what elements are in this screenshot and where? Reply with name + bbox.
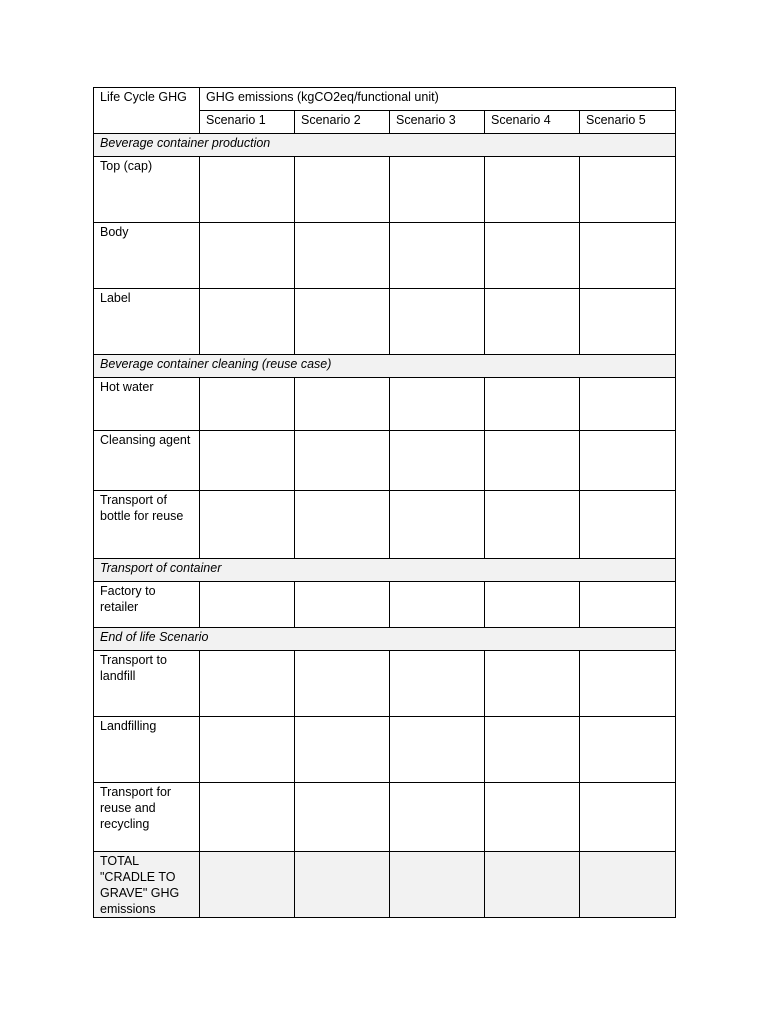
emission-value-cell[interactable]: [390, 852, 485, 918]
emission-value-cell[interactable]: [295, 582, 390, 628]
row-label: Transport to landfill: [94, 651, 200, 717]
emission-value-cell[interactable]: [295, 431, 390, 491]
section-heading: End of life Scenario: [94, 628, 676, 651]
emission-value-cell[interactable]: [295, 223, 390, 289]
emission-value-cell[interactable]: [485, 431, 580, 491]
emission-value-cell[interactable]: [390, 582, 485, 628]
row-label: Transport of bottle for reuse: [94, 491, 200, 559]
table-row: [94, 491, 676, 559]
table-row: [94, 223, 676, 289]
total-row: [94, 852, 676, 918]
corner-label-cell: [94, 88, 200, 134]
emission-value-cell[interactable]: [295, 491, 390, 559]
emission-value-cell[interactable]: [580, 651, 676, 717]
section-row: [94, 628, 676, 651]
emission-value-cell[interactable]: [580, 717, 676, 783]
table-row: [94, 378, 676, 431]
emission-value-cell[interactable]: [580, 223, 676, 289]
table-row: [94, 582, 676, 628]
emission-value-cell[interactable]: [200, 378, 295, 431]
emission-value-cell[interactable]: [295, 378, 390, 431]
emission-value-cell[interactable]: [200, 289, 295, 355]
header-row-top: [94, 88, 676, 111]
emission-value-cell[interactable]: [295, 717, 390, 783]
section-row: [94, 134, 676, 157]
emission-value-cell[interactable]: [390, 223, 485, 289]
emission-value-cell[interactable]: [390, 717, 485, 783]
emission-value-cell[interactable]: [485, 582, 580, 628]
ghg-emissions-table: [93, 87, 676, 918]
row-label: Label: [94, 289, 200, 355]
emission-value-cell[interactable]: [580, 289, 676, 355]
row-label: Body: [94, 223, 200, 289]
emission-value-cell[interactable]: [485, 651, 580, 717]
section-heading: Beverage container cleaning (reuse case): [94, 355, 676, 378]
emission-value-cell[interactable]: [295, 157, 390, 223]
scenario-header-1: [200, 111, 295, 134]
scenario-label: Scenario 1: [206, 113, 266, 127]
emission-value-cell[interactable]: [200, 223, 295, 289]
emission-value-cell[interactable]: [485, 491, 580, 559]
emission-value-cell[interactable]: [295, 651, 390, 717]
emission-value-cell[interactable]: [200, 717, 295, 783]
scenario-label: Scenario 2: [301, 113, 361, 127]
emission-value-cell[interactable]: [390, 157, 485, 223]
emission-value-cell[interactable]: [580, 431, 676, 491]
emission-value-cell[interactable]: [295, 289, 390, 355]
emission-value-cell[interactable]: [485, 378, 580, 431]
emission-value-cell[interactable]: [485, 157, 580, 223]
row-label: Cleansing agent: [94, 431, 200, 491]
table-row: [94, 289, 676, 355]
emission-value-cell[interactable]: [200, 852, 295, 918]
row-label: Transport for reuse and recycling: [94, 783, 200, 852]
table-row: [94, 157, 676, 223]
emission-value-cell[interactable]: [580, 157, 676, 223]
emission-value-cell[interactable]: [200, 582, 295, 628]
scenario-header-4: [485, 111, 580, 134]
row-label: Landfilling: [94, 717, 200, 783]
emission-value-cell[interactable]: [580, 491, 676, 559]
row-label: Factory to retailer: [94, 582, 200, 628]
emission-value-cell[interactable]: [200, 783, 295, 852]
emission-value-cell[interactable]: [485, 852, 580, 918]
scenario-label: Scenario 3: [396, 113, 456, 127]
emissions-header: GHG emissions (kgCO2eq/functional unit): [206, 90, 439, 104]
scenario-header-3: [390, 111, 485, 134]
section-row: [94, 355, 676, 378]
corner-label: Life Cycle GHG: [100, 90, 187, 104]
emission-value-cell[interactable]: [390, 651, 485, 717]
emission-value-cell[interactable]: [390, 378, 485, 431]
scenario-header-2: [295, 111, 390, 134]
total-label: TOTAL "CRADLE TO GRAVE" GHG emissions: [94, 852, 200, 918]
emission-value-cell[interactable]: [390, 783, 485, 852]
section-heading: Transport of container: [94, 559, 676, 582]
emission-value-cell[interactable]: [485, 783, 580, 852]
section-heading: Beverage container production: [94, 134, 676, 157]
table-body: [94, 88, 676, 918]
emission-value-cell[interactable]: [485, 223, 580, 289]
emission-value-cell[interactable]: [200, 491, 295, 559]
scenario-label: Scenario 5: [586, 113, 646, 127]
table-row: [94, 651, 676, 717]
emission-value-cell[interactable]: [200, 431, 295, 491]
emission-value-cell[interactable]: [295, 783, 390, 852]
emission-value-cell[interactable]: [580, 783, 676, 852]
scenario-header-5: [580, 111, 676, 134]
emission-value-cell[interactable]: [390, 431, 485, 491]
emission-value-cell[interactable]: [200, 157, 295, 223]
emission-value-cell[interactable]: [390, 491, 485, 559]
emission-value-cell[interactable]: [485, 289, 580, 355]
emission-value-cell[interactable]: [295, 852, 390, 918]
table-row: [94, 717, 676, 783]
emission-value-cell[interactable]: [580, 378, 676, 431]
row-label: Top (cap): [94, 157, 200, 223]
section-row: [94, 559, 676, 582]
row-label: Hot water: [94, 378, 200, 431]
emission-value-cell[interactable]: [485, 717, 580, 783]
emissions-header-cell: [200, 88, 676, 111]
emission-value-cell[interactable]: [390, 289, 485, 355]
table-row: [94, 783, 676, 852]
emission-value-cell[interactable]: [200, 651, 295, 717]
emission-value-cell[interactable]: [580, 582, 676, 628]
table-row: [94, 431, 676, 491]
emission-value-cell[interactable]: [580, 852, 676, 918]
scenario-label: Scenario 4: [491, 113, 551, 127]
